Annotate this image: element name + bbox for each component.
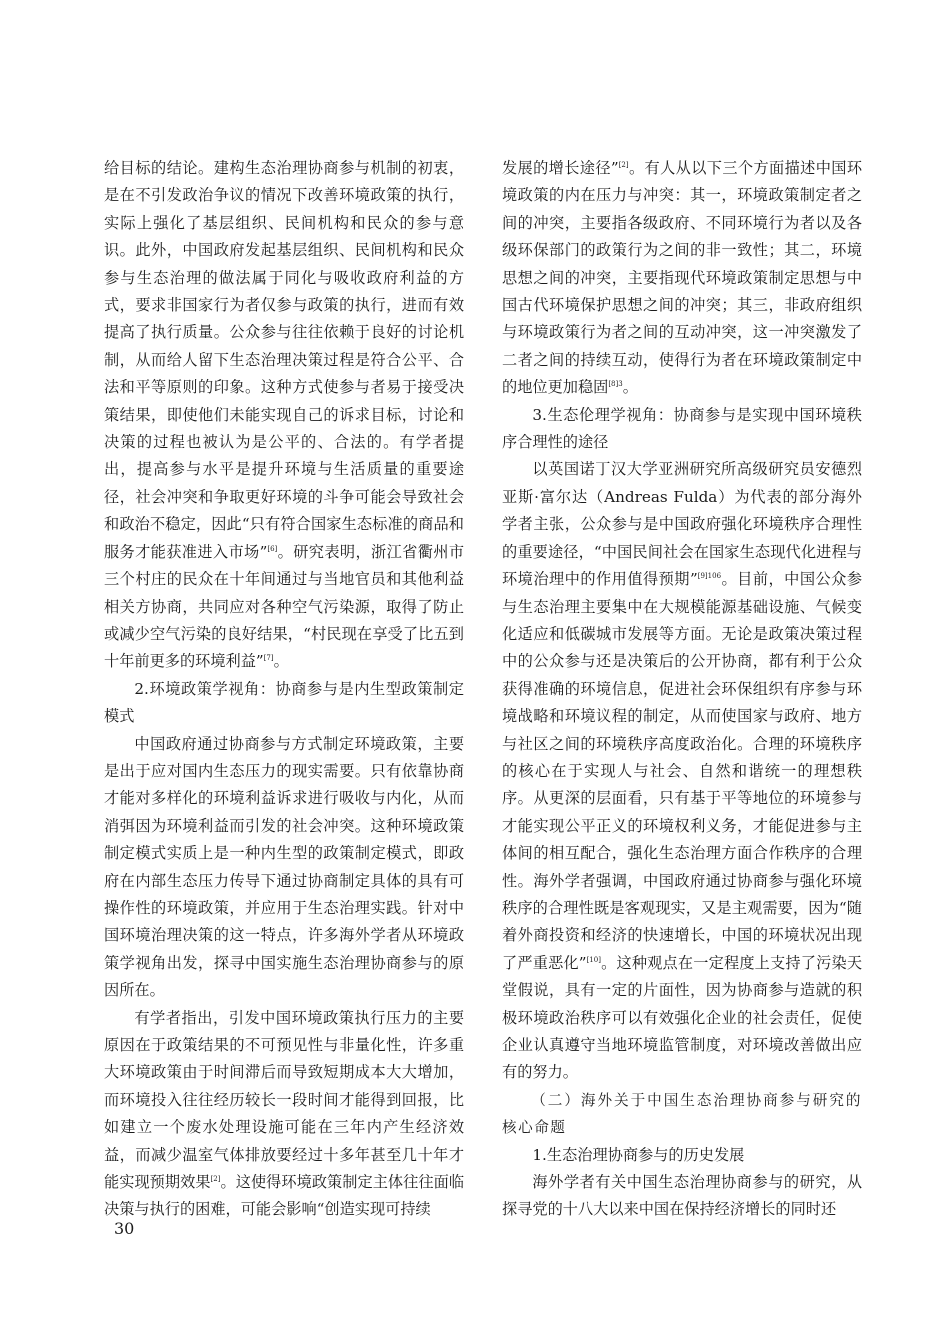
citation-2b: [2] [618,161,629,169]
left-paragraph-1 [104,155,464,676]
heading-historical-development: 1.生态治理协商参与的历史发展 [532,1145,745,1164]
heading-environmental-policy: 2.环境政策学视角：协商参与是内生型政策制定模式 [104,679,464,726]
left-para3-text-a: 有学者指出，引发中国环境政策执行压力的主要原因在于政策结果的不可预见性与非量化性，许多重大环境政策由于时间滞后而导致短期成本大大增加，而环境投入往往经历较长一段时间才能得到回报，比如建立一个废水处理设施可能在三年内产生经济效益，而减少温室气体排放要经过十多年甚至几十年才能实现预期效果 [104,1008,464,1192]
right-paragraph-1 [502,155,862,402]
right-para2-text-b: 。目前，中国公众参与生态治理主要集中在大规模能源基础设施、气候变化适应和低碳城市发展等方面。无论是政策决策过程中的公众参与还是决策后的公开协商，都有利于公众获得准确的环境信息，促进社会环保组织有序参与环境战略和环境议程的制定，从而使国家与政府、地方与社区之间的环境秩序高度政治化。合理的环境秩序的核心在于实现人与社会、自然和谐统一的理想秩序。从更深的层面看，只有基于平等地位的环境参与才能实现公平正义的环境权利义务，才能促进参与主体间的相互配合，强化生态治理方面合作秩序的合理性。海外学者强调，中国政府通过协商参与强化环境秩序的合理性既是客观现实，又是主观需要，因为“随着外商投资和经济的快速增长，中国的环境状况出现了严重恶化” [502,570,863,972]
right-para2-text-a: 以英国诺丁汉大学亚洲研究所高级研究员安德烈亚斯·富尔达（Andreas Fulda）为代表的部分海外学者主张，公众参与是中国政府强化环境秩序合理性的重要途径，“中国民间社会在国家生态现代化进程与环境治理中的作用值得预期” [502,460,862,589]
left-para1-text-b: 。研究表明，浙江省衢州市三个村庄的民众在十年间通过与当地官员和其他利益相关方协商，共同应对各种空气污染源，取得了防止或减少空气污染的良好结果，“村民现在享受了比五到十年前更多的环境利益” [104,542,465,671]
citation-10: [10] [586,955,601,964]
section-heading-core-propositions: （二）海外关于中国生态治理协商参与研究的核心命题 [502,1091,862,1137]
left-para1-text-a: 给目标的结论。建构生态治理协商参与机制的初衷，是在不引发政治争议的情况下改善环境政策的执行，实际上强化了基层组织、民间机构和民众的参与意识。此外，中国政府发起基层组织、民间机构和民众参与生态治理的做法属于同化与吸收政府利益的方式，要求非国家行为者仅参与政策的执行，进而有效提高了执行质量。公众参与往往依赖于良好的讨论机制，从而给人留下生态治理决策过程是符合公平、合法和平等原则的印象。这种方式使参与者易于接受决策结果，即使他们未能实现自己的诉求目标，讨论和决策的过程也被认为是公平的、合法的。有学者提出，提高参与水平是提升环境与生活质量的重要途径，社会冲突和争取更好环境的斗争可能会导致社会和政治不稳定，因此“只有符合国家生态标准的商品和服务才能获准进入市场” [104,159,464,561]
citation-8: [8]3 [608,380,623,389]
right-para1-text-a: 发展的增长途径” [502,159,619,177]
left-paragraph-2: 中国政府通过协商参与方式制定环境政策，主要是出于应对国内生态压力的现实需要。只有依靠协商才能对多样化的环境利益诉求进行吸收与内化，从而消弭因为环境利益而引发的社会冲突。这种环境政策制定模式实质上是一种内生型的政策制定模式，即政府在内部生态压力传导下通过协商制定具体的具有可操作性的环境政策，并应用于生态治理实践。针对中国环境治理决策的这一特点，许多海外学者从环境政策学视角出发，探寻中国实施生态治理协商参与的原因所在。 [104,734,464,1000]
left-paragraph-3 [104,1005,464,1224]
right-para2-text-c: 。这种观点在一定程度上支持了污染天堂假说，具有一定的片面性，因为协商参与造就的积极环境政治秩序可以有效强化企业的社会责任，促使企业认真遵守当地环境监管制度，对环境改善做出应有的努力。 [502,953,863,1082]
right-para1-text-b: 。有人从以下三个方面描述中国环境政策的内在压力与冲突：其一，环境政策制定者之间的冲突，主要指各级政府、不同环境行为者以及各级环保部门的政策行为之间的非一致性；其二，环境思想之间的冲突，主要指现代环境政策制定思想与中国古代环境保护思想之间的冲突；其三，非政府组织与环境政策行为者之间的互动冲突，这一冲突激发了二者之间的持续互动，使得行为者在环境政策制定中的地位更加稳固 [502,159,863,397]
citation-9: [9]106 [697,572,722,581]
citation-2: [2] [210,1175,221,1184]
page-number: 30 [114,1219,135,1238]
left-para3-text-b: 。这使得环境政策制定主体往往面临决策与执行的困难，可能会影响“创造实现可持续 [104,1173,465,1219]
left-para1-text-c: 。 [273,652,289,671]
citation-6: [6] [267,544,278,553]
right-paragraph-3: 海外学者有关中国生态治理协商参与的研究，从探寻党的十八大以来中国在保持经济增长的同时还 [502,1173,862,1219]
citation-7: [7] [263,654,274,663]
right-para1-text-c: 。 [622,378,638,397]
heading-ecological-ethics: 3.生态伦理学视角：协商参与是实现中国环境秩序合理性的途径 [502,405,862,452]
left-column [104,155,464,1224]
right-column [502,155,862,1224]
right-paragraph-2 [502,456,862,1086]
